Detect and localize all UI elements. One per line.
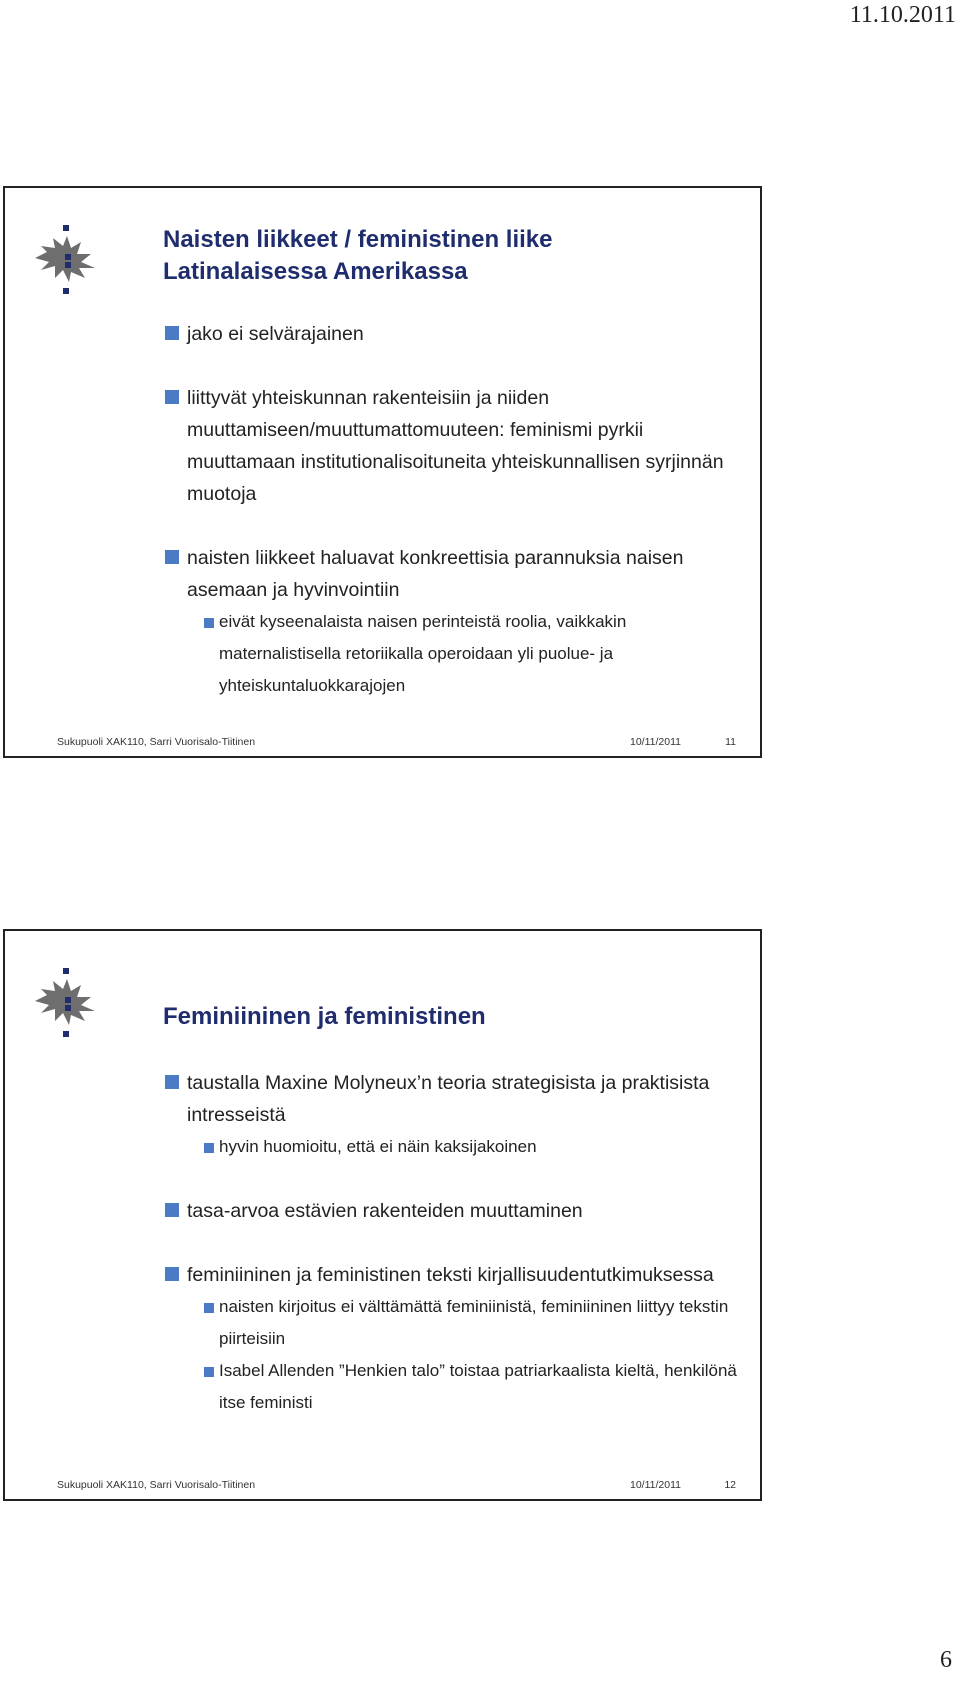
footer-date: 10/11/2011 — [630, 736, 681, 748]
footer-course: Sukupuoli XAK110, Sarri Vuorisalo-Tiitinen — [57, 1479, 256, 1491]
bullet-item: liittyvät yhteiskunnan rakenteisiin ja niiden muuttamiseen/muuttumattomuuteen: feminismi pyrkii muuttamaan institutionalisoituneita yhteiskunnallisen syrjinnän muotoja — [187, 382, 740, 510]
university-logo-icon — [31, 224, 99, 296]
sub-bullet-item: hyvin huomioitu, että ei näin kaksijakoinen — [219, 1131, 740, 1163]
page-date: 11.10.2011 — [849, 2, 956, 28]
page-number: 6 — [940, 1647, 952, 1673]
slide-body — [5, 318, 760, 702]
university-logo-icon — [31, 967, 99, 1039]
slide-number: 11 — [725, 736, 736, 748]
bullet-item: taustalla Maxine Molyneux’n teoria strategisista ja praktisista intresseistä — [187, 1067, 740, 1131]
slide-title — [163, 224, 740, 288]
footer-course: Sukupuoli XAK110, Sarri Vuorisalo-Tiitinen — [57, 736, 256, 748]
footer-date: 10/11/2011 — [630, 1479, 681, 1491]
slide-12 — [3, 929, 762, 1501]
title-line: Feminiininen ja feministinen — [163, 1003, 486, 1030]
bullet-item: feminiininen ja feministinen teksti kirjallisuudentutkimuksessa — [187, 1259, 740, 1291]
title-line: Naisten liikkeet / feministinen liike — [163, 226, 553, 253]
sub-bullet-item: Isabel Allenden ”Henkien talo” toistaa patriarkaalista kieltä, henkilönä itse feministi — [219, 1355, 740, 1419]
slide-number: 12 — [724, 1479, 736, 1491]
slide-11 — [3, 186, 762, 758]
slide-title — [163, 1001, 740, 1033]
bullet-item: naisten liikkeet haluavat konkreettisia parannuksia naisen asemaan ja hyvinvointiin — [187, 542, 740, 606]
slide-body — [5, 1067, 760, 1419]
slide-footer — [57, 736, 736, 750]
slide-footer — [57, 1479, 736, 1493]
bullet-item: jako ei selvärajainen — [187, 318, 740, 350]
title-line: Latinalaisessa Amerikassa — [163, 258, 468, 285]
sub-bullet-item: eivät kyseenalaista naisen perinteistä roolia, vaikkakin maternalistisella retoriikalla operoidaan yli puolue- ja yhteiskuntaluokkarajojen — [219, 606, 740, 702]
bullet-item: tasa-arvoa estävien rakenteiden muuttaminen — [187, 1195, 740, 1227]
sub-bullet-item: naisten kirjoitus ei välttämättä feminiinistä, feminiininen liittyy tekstin piirteisiin — [219, 1291, 740, 1355]
